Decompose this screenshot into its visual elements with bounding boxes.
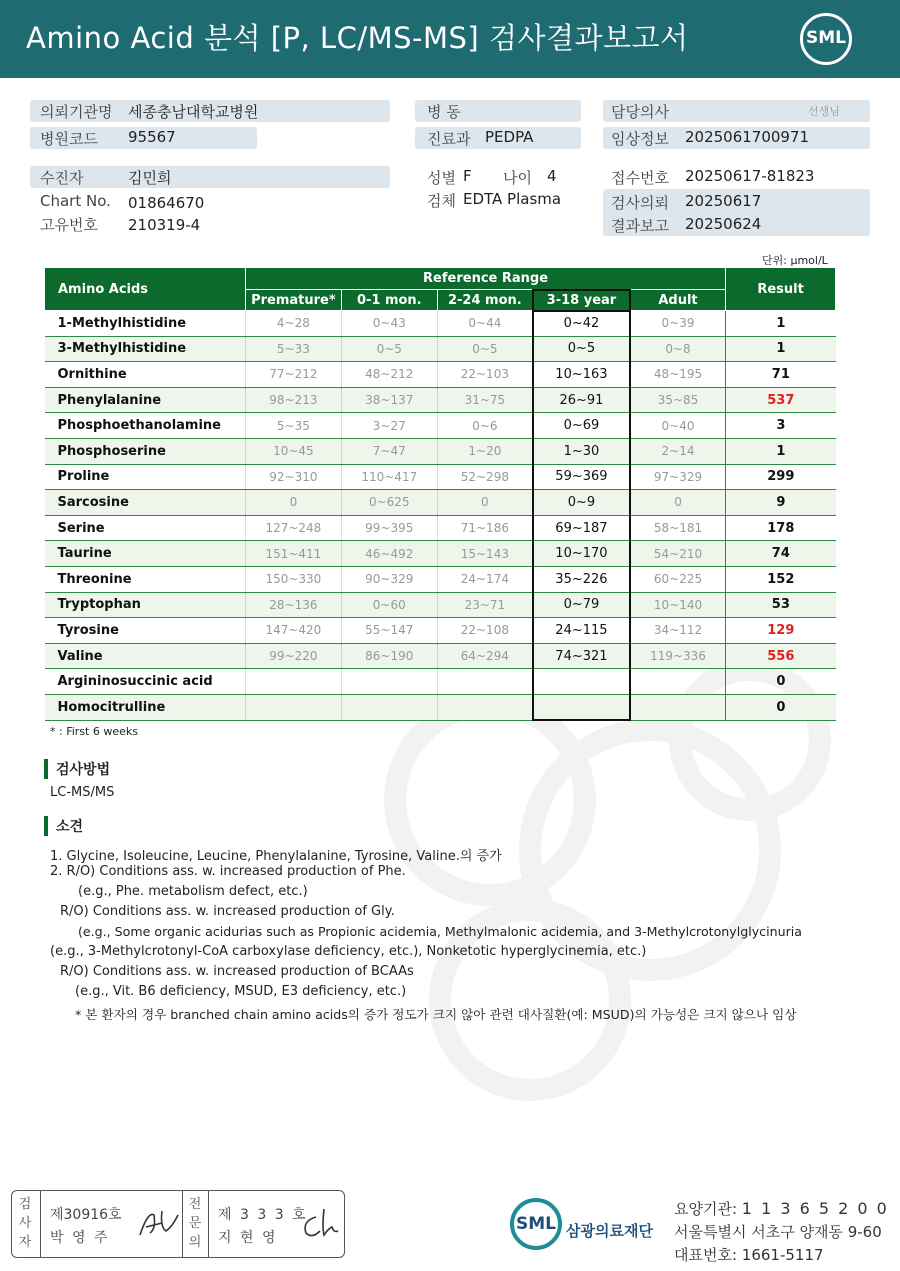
- header-range-3: 3-18 year: [533, 290, 630, 311]
- result-cell: 1: [726, 438, 836, 464]
- care-code-line: [674, 1198, 889, 1219]
- reference-cell: 127~248: [245, 515, 341, 541]
- test-request-value: 20250617: [685, 192, 762, 210]
- reference-cell: 0~39: [630, 311, 726, 337]
- reference-cell: 59~369: [533, 464, 630, 490]
- reference-cell: 0~6: [437, 413, 533, 439]
- info-institution: [30, 100, 390, 122]
- info-physician: [603, 100, 870, 122]
- age-label: 나이: [503, 169, 532, 187]
- reference-cell: 69~187: [533, 515, 630, 541]
- table-row: [45, 311, 836, 337]
- reference-cell: 23~71: [437, 592, 533, 618]
- lab-name: 삼광의료재단: [566, 1222, 653, 1240]
- result-cell: 1: [726, 336, 836, 362]
- reference-cell: 48~195: [630, 362, 726, 388]
- finding-line: (e.g., 3-Methylcrotonyl-CoA carboxylase deficiency, etc.), Nonketotic hyperglycinemia, etc.): [50, 944, 647, 959]
- specialist-license: 제 3 3 3 호: [218, 1207, 308, 1223]
- header-result: Result: [726, 268, 836, 311]
- result-cell: 74: [726, 541, 836, 567]
- amino-acid-name: Valine: [45, 643, 246, 669]
- result-cell: 299: [726, 464, 836, 490]
- info-ward: [415, 100, 581, 122]
- reference-cell: 24~115: [533, 618, 630, 644]
- reference-cell: 0~42: [533, 311, 630, 337]
- reference-cell: [341, 694, 437, 720]
- reference-cell: 28~136: [245, 592, 341, 618]
- reference-cell: [437, 694, 533, 720]
- ward-label: 병 동: [427, 103, 461, 121]
- info-sex-age: [415, 166, 585, 188]
- reference-cell: 10~170: [533, 541, 630, 567]
- info-dates: [603, 189, 870, 236]
- info-unique-no: [30, 213, 390, 235]
- reference-cell: 64~294: [437, 643, 533, 669]
- hospital-code-label: 병원코드: [40, 130, 98, 148]
- lab-logo: SML: [510, 1198, 562, 1250]
- reference-cell: 90~329: [341, 566, 437, 592]
- reference-cell: 10~45: [245, 438, 341, 464]
- specialist-signature: [298, 1205, 342, 1245]
- header-range-1: 0-1 mon.: [341, 290, 437, 311]
- reference-cell: 0~60: [341, 592, 437, 618]
- table-row: [45, 464, 836, 490]
- table-row: [45, 515, 836, 541]
- reference-cell: 0~79: [533, 592, 630, 618]
- reference-cell: 150~330: [245, 566, 341, 592]
- phone-value: 1661-5117: [741, 1246, 824, 1264]
- amino-acid-name: Serine: [45, 515, 246, 541]
- report-title: Amino Acid 분석 [P, LC/MS-MS] 검사결과보고서: [26, 21, 689, 55]
- reference-cell: 1~20: [437, 438, 533, 464]
- reference-cell: 1~30: [533, 438, 630, 464]
- reference-cell: 5~35: [245, 413, 341, 439]
- amino-acid-name: Phosphoethanolamine: [45, 413, 246, 439]
- table-row: [45, 566, 836, 592]
- header-range-2: 2-24 mon.: [437, 290, 533, 311]
- reference-cell: 34~112: [630, 618, 726, 644]
- reference-cell: 35~85: [630, 387, 726, 413]
- finding-line: * 본 환자의 경우 branched chain amino acids의 증가 정도가 크지 않아 관련 대사질환(예: MSUD)의 가능성은 크지 않으나 임상: [75, 1007, 797, 1022]
- signature-box: [11, 1190, 345, 1258]
- amino-acid-name: Proline: [45, 464, 246, 490]
- physician-value: 선생님: [808, 105, 840, 118]
- reference-cell: 0~625: [341, 490, 437, 516]
- reference-cell: 0~69: [533, 413, 630, 439]
- result-cell: 152: [726, 566, 836, 592]
- reference-cell: 0~5: [437, 336, 533, 362]
- reference-cell: 26~91: [533, 387, 630, 413]
- findings-heading: 소견: [44, 816, 83, 836]
- specialist-title: 전 문 의: [188, 1197, 202, 1250]
- institution-value: 세종충남대학교병원: [128, 103, 259, 121]
- sml-logo: [800, 13, 852, 65]
- unique-no-label: 고유번호: [40, 216, 98, 234]
- reference-cell: 97~329: [630, 464, 726, 490]
- reference-cell: 22~103: [437, 362, 533, 388]
- amino-acid-name: Tryptophan: [45, 592, 246, 618]
- report-header: [0, 0, 900, 78]
- amino-acid-name: Phosphoserine: [45, 438, 246, 464]
- reference-cell: 0: [437, 490, 533, 516]
- reference-cell: 71~186: [437, 515, 533, 541]
- reference-cell: 31~75: [437, 387, 533, 413]
- reference-cell: 0~44: [437, 311, 533, 337]
- result-cell: 0: [726, 669, 836, 695]
- info-examinee: [30, 166, 390, 188]
- finding-line: 1. Glycine, Isoleucine, Leucine, Phenylalanine, Tyrosine, Valine.의 증가: [50, 849, 502, 864]
- amino-acid-name: Tyrosine: [45, 618, 246, 644]
- chart-no-value: 01864670: [128, 194, 205, 212]
- reference-cell: 92~310: [245, 464, 341, 490]
- reference-cell: [437, 669, 533, 695]
- reference-cell: 147~420: [245, 618, 341, 644]
- finding-line: R/O) Conditions ass. w. increased production of BCAAs: [60, 964, 414, 979]
- table-row: [45, 694, 836, 720]
- phone-label: 대표번호:: [674, 1246, 738, 1264]
- amino-acid-name: Taurine: [45, 541, 246, 567]
- method-heading: 검사방법: [44, 759, 110, 779]
- reference-cell: 10~163: [533, 362, 630, 388]
- result-report-value: 20250624: [685, 215, 762, 233]
- reference-cell: [533, 669, 630, 695]
- result-cell: 1: [726, 311, 836, 337]
- examiner-signature: [136, 1205, 182, 1245]
- reference-cell: [245, 669, 341, 695]
- specimen-value: EDTA Plasma: [463, 190, 562, 208]
- info-hospital-code: [30, 127, 257, 149]
- reference-cell: 119~336: [630, 643, 726, 669]
- lab-address: 서울특별시 서초구 양재동 9-60: [674, 1223, 882, 1241]
- reference-cell: 58~181: [630, 515, 726, 541]
- department-value: PEDPA: [485, 128, 534, 146]
- header-reference-range: Reference Range: [245, 268, 725, 290]
- amino-acid-name: Phenylalanine: [45, 387, 246, 413]
- reference-cell: 5~33: [245, 336, 341, 362]
- result-cell: 537: [726, 387, 836, 413]
- table-row: [45, 387, 836, 413]
- reference-cell: [630, 669, 726, 695]
- info-receipt-no: [603, 166, 870, 188]
- department-label: 진료과: [427, 130, 471, 148]
- finding-line: 2. R/O) Conditions ass. w. increased production of Phe.: [50, 864, 406, 879]
- finding-line: (e.g., Some organic acidurias such as Propionic acidemia, Methylmalonic acidemia, and 3-Methylcrotonylglycinuria: [78, 924, 802, 939]
- reference-cell: 0~5: [341, 336, 437, 362]
- chart-no-label: Chart No.: [40, 192, 111, 210]
- info-specimen: [415, 189, 585, 211]
- reference-cell: 77~212: [245, 362, 341, 388]
- info-department: [415, 127, 581, 149]
- sex-value: F: [463, 167, 472, 185]
- footnote: * : First 6 weeks: [50, 725, 138, 738]
- table-row: [45, 592, 836, 618]
- reference-cell: 60~225: [630, 566, 726, 592]
- amino-acid-name: Threonine: [45, 566, 246, 592]
- finding-line: R/O) Conditions ass. w. increased production of Gly.: [60, 904, 395, 919]
- reference-cell: 4~28: [245, 311, 341, 337]
- result-cell: 53: [726, 592, 836, 618]
- reference-cell: 0: [630, 490, 726, 516]
- examiner-license: 제30916호: [50, 1207, 122, 1223]
- reference-cell: 0~43: [341, 311, 437, 337]
- amino-acid-table: [44, 267, 836, 721]
- reference-cell: [630, 694, 726, 720]
- amino-acid-name: Ornithine: [45, 362, 246, 388]
- result-cell: 3: [726, 413, 836, 439]
- reference-cell: 3~27: [341, 413, 437, 439]
- reference-cell: 99~220: [245, 643, 341, 669]
- reference-cell: 10~140: [630, 592, 726, 618]
- reference-cell: 54~210: [630, 541, 726, 567]
- table-row: [45, 336, 836, 362]
- phone-line: [674, 1244, 824, 1265]
- table-row: [45, 541, 836, 567]
- hospital-code-value: 95567: [128, 128, 176, 146]
- reference-cell: 46~492: [341, 541, 437, 567]
- care-code-label: 요양기관:: [674, 1200, 738, 1218]
- examinee-value: 김민희: [128, 169, 172, 187]
- care-code-value: 1 1 3 6 5 2 0 0: [741, 1199, 889, 1218]
- reference-cell: 0: [245, 490, 341, 516]
- reference-cell: [533, 694, 630, 720]
- reference-cell: 0~40: [630, 413, 726, 439]
- clinical-label: 임상정보: [611, 130, 669, 148]
- table-row: [45, 643, 836, 669]
- finding-line: (e.g., Phe. metabolism defect, etc.): [78, 884, 308, 899]
- result-cell: 71: [726, 362, 836, 388]
- reference-cell: 7~47: [341, 438, 437, 464]
- amino-acid-name: Sarcosine: [45, 490, 246, 516]
- reference-cell: 48~212: [341, 362, 437, 388]
- table-row: [45, 490, 836, 516]
- reference-cell: 98~213: [245, 387, 341, 413]
- sex-label: 성별: [427, 169, 456, 187]
- reference-cell: 35~226: [533, 566, 630, 592]
- reference-cell: 86~190: [341, 643, 437, 669]
- table-row: [45, 438, 836, 464]
- result-cell: 178: [726, 515, 836, 541]
- result-cell: 129: [726, 618, 836, 644]
- amino-acid-name: 3-Methylhistidine: [45, 336, 246, 362]
- finding-line: (e.g., Vit. B6 deficiency, MSUD, E3 deficiency, etc.): [75, 984, 407, 999]
- examiner-title: 검 사 자: [18, 1197, 32, 1250]
- reference-cell: 0~8: [630, 336, 726, 362]
- reference-cell: 0~5: [533, 336, 630, 362]
- amino-acid-name: Argininosuccinic acid: [45, 669, 246, 695]
- reference-cell: 52~298: [437, 464, 533, 490]
- reference-cell: 74~321: [533, 643, 630, 669]
- unique-no-value: 210319-4: [128, 216, 201, 234]
- result-report-label: 결과보고: [611, 217, 669, 235]
- reference-cell: 55~147: [341, 618, 437, 644]
- specimen-label: 검체: [427, 192, 456, 210]
- reference-cell: 38~137: [341, 387, 437, 413]
- unit-label: 단위: μmol/L: [762, 254, 828, 267]
- method-text: LC-MS/MS: [50, 785, 115, 800]
- info-clinical: [603, 127, 870, 149]
- result-cell: 0: [726, 694, 836, 720]
- logo-text: SML: [806, 28, 846, 48]
- info-chart-no: [30, 191, 390, 213]
- test-request-label: 검사의뢰: [611, 194, 669, 212]
- reference-cell: 22~108: [437, 618, 533, 644]
- reference-cell: [245, 694, 341, 720]
- result-cell: 556: [726, 643, 836, 669]
- header-range-0: Premature*: [245, 290, 341, 311]
- examinee-label: 수진자: [40, 169, 84, 187]
- reference-cell: 15~143: [437, 541, 533, 567]
- reference-cell: 24~174: [437, 566, 533, 592]
- table-row: [45, 413, 836, 439]
- amino-acid-name: 1-Methylhistidine: [45, 311, 246, 337]
- header-amino-acids: Amino Acids: [45, 268, 246, 311]
- reference-cell: [341, 669, 437, 695]
- table-row: [45, 362, 836, 388]
- result-cell: 9: [726, 490, 836, 516]
- reference-cell: 110~417: [341, 464, 437, 490]
- specialist-name: 지 현 영: [218, 1230, 278, 1246]
- examiner-name: 박 영 주: [50, 1230, 110, 1246]
- age-value: 4: [547, 167, 557, 185]
- reference-cell: 99~395: [341, 515, 437, 541]
- reference-cell: 0~9: [533, 490, 630, 516]
- receipt-value: 20250617-81823: [685, 167, 815, 185]
- institution-label: 의뢰기관명: [40, 103, 113, 121]
- table-row: [45, 669, 836, 695]
- table-row: [45, 618, 836, 644]
- header-range-4: Adult: [630, 290, 726, 311]
- receipt-label: 접수번호: [611, 169, 669, 187]
- reference-cell: 151~411: [245, 541, 341, 567]
- amino-acid-name: Homocitrulline: [45, 694, 246, 720]
- physician-label: 담당의사: [611, 103, 669, 121]
- clinical-value: 2025061700971: [685, 128, 810, 146]
- reference-cell: 2~14: [630, 438, 726, 464]
